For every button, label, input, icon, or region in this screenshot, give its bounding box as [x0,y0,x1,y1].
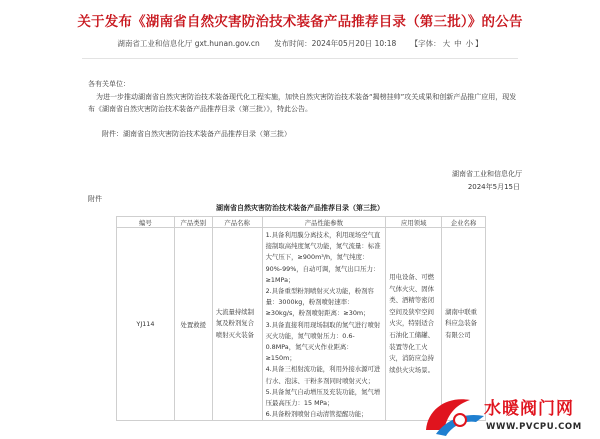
font-small-link[interactable]: 小 [465,39,474,48]
header-category: 产品类别 [174,217,212,228]
font-medium-link[interactable]: 中 [454,39,462,48]
cell-company: 湖南中联重科应急装备有限公司 [442,228,486,421]
source-text: 湖南省工业和信息化厅 gxt.hunan.gov.cn [117,39,260,48]
announcement-paragraph: 为进一步推动湖南省自然灾害防治技术装备现代化工程实施，加快自然灾害防治技术装备“揭榜挂帅”攻关成果和创新产品推广应用，现发布《湖南省自然灾害防治技术装备产品推荐目录（第三批）》，特此公告。 [88,93,517,113]
font-large-link[interactable]: 大 [442,39,451,48]
perf-item: 4.具备三相射流功能，利用外接水源可进行水、泡沫、干粉多剂同时喷射灭火； [265,365,381,385]
publish-time: 发布时间：2024年05月20日 10:18 [274,39,397,48]
table-header-row [117,217,486,228]
page-title: 关于发布《湖南省自然灾害防治技术装备产品推荐目录（第三批）》的公告 [77,14,523,30]
cell-name: 大流量持续制氮及粉剂复合喷射灭火装备 [212,228,262,421]
title-divider [82,58,518,59]
attachment-link[interactable]: 附件：湖南省自然灾害防治技术装备产品推荐目录（第三批） [102,130,291,138]
article-meta [0,38,600,49]
signature-org: 湖南省工业和信息化厅 [452,170,522,178]
header-performance: 产品性能参数 [262,217,386,228]
header-application: 应用领域 [386,217,442,228]
header-id: 编号 [117,217,175,228]
font-size-switcher: 【字体： 大 中 小 】 [410,39,483,48]
perf-item: 3.具备直接利用现场制取的氮气进行喷射灭火功能，氮气喷射压力：0.6-0.8MPa，氮气灭火作业距离：≥150m； [265,320,381,363]
watermark-name: 水暖阀门网 [484,399,574,419]
signature-date: 2024年5月15日 [467,183,520,191]
perf-item: 1.具备利用膜分离技术，利用现场空气直接制取高纯度氮气功能，氮气流量：标准大气压下，≥900m³/h，氮气纯度：90%-99%，自动可调，氮气出口压力：≥1MPa； [265,231,381,284]
perf-item: 5.具备氮气自动增压及充装功能，氮气增压最高压力：15 MPa； [265,387,381,408]
cell-id: YJ114 [117,228,175,421]
header-company: 企业名称 [442,217,486,228]
perf-item: 2.具备重型粉剂喷射灭火功能，粉剂容量：3000kg，粉剂喷射速率：≥30kg/s，粉剂喷射距离：≥30m； [265,287,374,318]
cell-application: 用电设备、可燃气体火灾、固体类、酒精等密闭空间及狭窄空间火灾，特别适合石油化工储罐、装置等化工火灾，消防应急持续供火灾场景。 [386,228,442,421]
watermark-url: WWW.PVCPU.COM [486,422,582,432]
salutation: 各有关单位： [88,80,130,88]
cell-performance [262,228,386,421]
perf-item: 6.具备粉剂喷射自动清管提醒功能； [265,410,368,419]
attachment-label: 附件 [88,195,102,203]
cell-category: 处置救援 [174,228,212,421]
table-title: 湖南省自然灾害防治技术装备产品推荐目录（第三批） [216,204,384,212]
header-name: 产品名称 [212,217,262,228]
